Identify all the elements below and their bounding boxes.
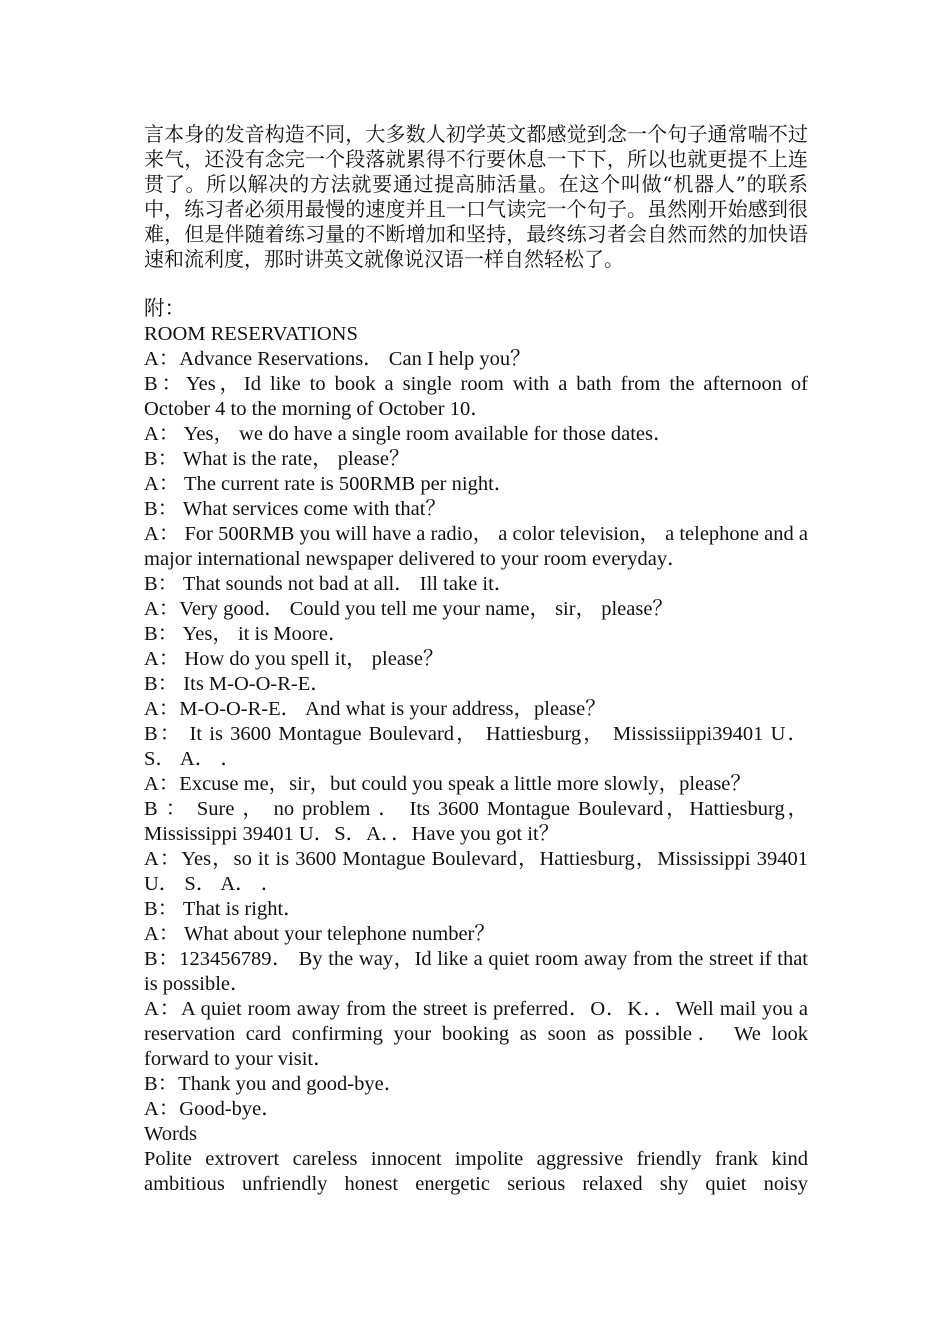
dialogue-line: A：Yes，so it is 3600 Montague Boulevard，Hattiesburg，Mississippi 39401 U． S． A． ． — [144, 848, 808, 895]
dialogue-line: B： What services come with that？ — [144, 498, 446, 520]
dialogue-line: A：M-O-O-R-E． And what is your address，please？ — [144, 698, 606, 720]
dialogue-line: B： That is right． — [144, 898, 304, 920]
dialogue-line: A： What about your telephone number？ — [144, 923, 495, 945]
dialogue-line: A： The current rate is 500RMB per night． — [144, 473, 515, 495]
dialogue-line: A：A quiet room away from the street is preferred．O．K．．Well mail you a reservation card confirming your booking as soon as possible． We look forward to your visit． — [144, 998, 808, 1070]
dialogue-line: B：Yes，Id like to book a single room with a bath from the afternoon of October 4 to the morning of October 10． — [144, 373, 808, 420]
dialogue-line: A：Excuse me，sir，but could you speak a little more slowly，please？ — [144, 773, 751, 795]
dialogue-line: B：Thank you and good-bye． — [144, 1073, 405, 1095]
words-list: Polite extrovert careless innocent impolite aggressive friendly frank kind ambitious unfriendly honest energetic serious relaxed shy quiet noisy — [144, 1148, 808, 1195]
dialogue-line: B： Its M-O-O-R-E． — [144, 673, 331, 695]
dialogue-line: A： How do you spell it， please？ — [144, 648, 444, 670]
words-heading: Words — [144, 1123, 198, 1145]
dialogue-title: ROOM RESERVATIONS — [144, 323, 358, 345]
intro-paragraph: 言本身的发音构造不同，大多数人初学英文都感觉到念一个句子通常喘不过来气，还没有念完一个段落就累得不行要休息一下下，所以也就更提不上连贯了。所以解决的方法就要通过提高肺活量。在这个叫做“机器人”的联系中，练习者必须用最慢的速度并且一口气读完一个句子。虽然刚开始感到很难，但是伴随着练习量的不断增加和坚持，最终练习者会自然而然的加快语速和流利度，那时讲英文就像说汉语一样自然轻松了。 — [144, 122, 808, 271]
dialogue-line: B ： Sure ， no problem ． Its 3600 Montague Boulevard，Hattiesburg，Mississippi 39401 U．S．A．．Have you got it？ — [144, 798, 808, 845]
dialogue-line: B： It is 3600 Montague Boulevard， Hattiesburg， Mississiippi39401 U． S． A． ． — [144, 723, 808, 770]
dialogue-line: A：Advance Reservations． Can I help you？ — [144, 348, 531, 370]
paragraph-gap — [144, 272, 808, 297]
dialogue-line: B： Yes， it is Moore． — [144, 623, 349, 645]
page-content — [144, 122, 808, 1197]
appendix-label: 附： — [144, 298, 185, 320]
dialogue-line: A： For 500RMB you will have a radio， a color television， a telephone and a major international newspaper delivered to your room everyday． — [144, 523, 808, 570]
dialogue-line: B：123456789． By the way，Id like a quiet room away from the street if that is possible． — [144, 948, 808, 995]
dialogue-line: A： Yes， we do have a single room available for those dates． — [144, 423, 674, 445]
dialogue-line: B： What is the rate， please？ — [144, 448, 410, 470]
dialogue-line: A：Very good． Could you tell me your name， sir， please？ — [144, 598, 673, 620]
dialogue-line: A：Good-bye． — [144, 1098, 282, 1120]
dialogue-line: B： That sounds not bad at all． Ill take it． — [144, 573, 515, 595]
